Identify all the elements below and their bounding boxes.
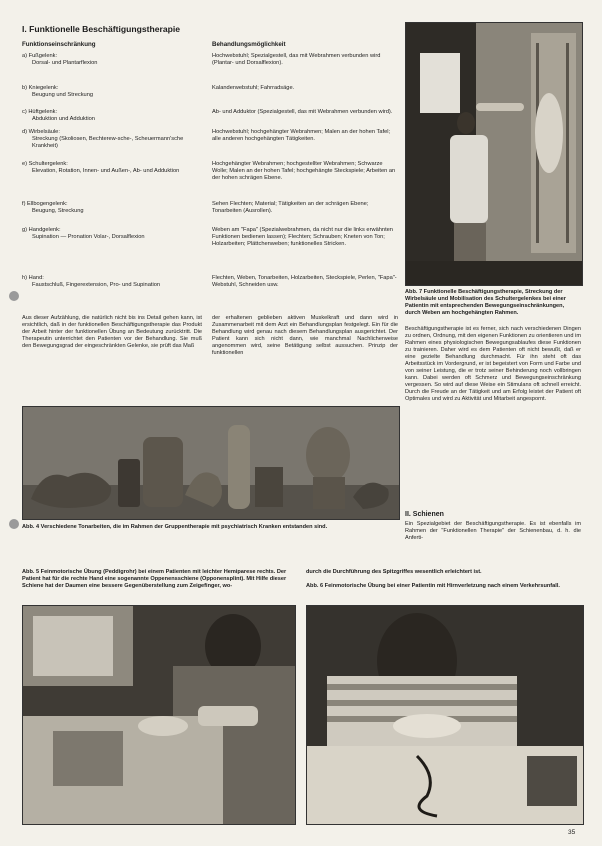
caption-fig-5-continued: durch die Durchführung des Spitzgriffes wesentlich erleichtert ist. — [306, 569, 482, 575]
row-label: g) Handgelenk: — [22, 227, 61, 233]
row-detail: Dorsal- und Plantarflexion — [32, 60, 98, 67]
row-treatment: Hochwebstuhl; Spezialgestell, das mit Webrahmen verbunden wird (Plantar- und Dorsalflexion). — [212, 53, 381, 67]
column-header-left: Funktionseinschränkung — [22, 41, 96, 48]
caption-fig-6: Abb. 6 Feinmotorische Übung bei einer Patientin mit Hirnverletzung nach einem Verkehrsunfall. — [306, 583, 560, 589]
row-detail: Streckung (Skoliosen, Bechterew-sche-, Scheuermann'sche Krankheit) — [32, 136, 184, 150]
table-row — [22, 161, 202, 175]
row-detail: Beugung und Streckung — [32, 92, 94, 99]
row-detail: Faustschluß, Fingerextension, Pro- und Supination — [32, 282, 161, 289]
row-detail: Beugung, Streckung — [32, 208, 84, 215]
row-label: h) Hand: — [22, 275, 44, 281]
table-row — [22, 129, 202, 150]
photo-clay-works-graphic — [23, 407, 399, 519]
column-header-right: Behandlungsmöglichkeit — [212, 41, 286, 48]
row-detail: Supination — Pronation Volar-, Dorsalflexion — [32, 234, 145, 241]
body-text-left: Aus dieser Aufzählung, die natürlich nicht bis ins Detail gehen kann, ist ersichtlich, daß in der funktionellen Beschäftigungstherapie das Produkt der Arbeit hinter der funktionellen Übung an Bedeutung zurücktritt. Die Therapeutin unterrichtet den Patienten vor der Behandlung. Sie muß den Bewegungsgrad der eingeschränkten Gelenke, sie prüft das Maß — [22, 315, 202, 349]
row-label: a) Fußgelenk: — [22, 53, 58, 59]
row-label: f) Ellbogengelenk: — [22, 201, 68, 207]
photo-weaving-patient — [405, 22, 583, 286]
section-2-title: II. Schienen — [405, 511, 444, 518]
photo-clay-works — [22, 406, 400, 520]
row-treatment: Hochwebstuhl; hochgehängter Webrahmen; Malen an der hohen Tafel; alle anderen hochgehängten Tätigkeiten. — [212, 129, 391, 143]
punch-hole-top — [9, 291, 19, 301]
photo-fine-motor-splint-graphic — [23, 606, 295, 824]
row-label: b) Kniegelenk: — [22, 85, 59, 91]
table-row — [22, 109, 202, 123]
row-detail: Abduktion und Adduktion — [32, 116, 95, 123]
row-treatment: Weben am "Fapa" (Spezialwebrahmen, da nicht nur die links erwähnten Funktionen bedienen lassen); Flechten; Schrauben; Kneten von Ton; Holzarbeiten; Plättchenweben; funktionelles Stricken. — [212, 227, 393, 248]
punch-hole-bottom — [9, 519, 19, 529]
row-treatment: Sehen Flechten; Material; Tätigkeiten an der schrägen Ebene; Tonarbeiten (Ausrollen). — [212, 201, 369, 215]
row-treatment: Kalanderwebstuhl; Fahrradsäge. — [212, 85, 295, 91]
section-2-text: Ein Spezialgebiet der Beschäftigungstherapie. Es ist ebenfalls im Rahmen der "Funktionellen Therapie" der Schienenbau, d. h. die Anferti- — [405, 521, 581, 541]
row-detail: Elevation, Rotation, Innen- und Außen-, Ab- und Adduktion — [32, 168, 180, 175]
table-row — [22, 275, 202, 289]
row-label: c) Hüftgelenk: — [22, 109, 58, 115]
table-row — [22, 53, 202, 67]
section-heading: I. Funktionelle Beschäftigungstherapie — [22, 24, 181, 34]
caption-fig-5: Abb. 5 Feinmotorische Übung (Peddigrohr) bei einem Patienten mit leichter Hemiparese rechts. Der Patient hat für die rechte Hand eine sogenannte Oppenensschiene (Opponensplint). Mit Hilfe dieser Schiene hat der Daumen eine bessere Gegenüberstellung zum Zeigefinger, wo- — [22, 569, 287, 589]
photo-fine-motor-brain-injury-graphic — [307, 606, 583, 824]
row-treatment: Hochgehängter Webrahmen; hochgestellter Webrahmen; Schwarze Wolle; Malen an der hohen Tafel; hochgehängte Steckspiele; Arbeiten an der hohen schrägen Ebene. — [212, 161, 396, 182]
caption-fig-7: Abb. 7 Funktionelle Beschäftigungstherapie, Streckung der Wirbelsäule und Mobilisation des Schultergelenkes bei einer Patientin mit entsprechenden Bewegungseinschränkungen, durch Weben am hochgehängten Rahmen. — [405, 289, 566, 316]
row-label: d) Wirbelsäule: — [22, 129, 60, 135]
table-row — [22, 227, 202, 241]
photo-fine-motor-brain-injury — [306, 605, 584, 825]
body-text-right: Beschäftigungstherapie ist es ferner, sich nach verschiedenen Dingen zu ordnen, Ordnung, mit den eigenen Funktionen zu orientieren und im Rahmen eines physiologischen Bewegungsablaufes diese Funktionen zu trainieren. Daher wird es dem Patienten oft nicht bewußt, daß er eine gezielte Behandlung durchmacht. Für ihn steht oft das Arbeitsstück im Vordergrund, er ist begeistert von Form und Farbe und von seiner Leistung, die er trotz seiner Behinderung noch vollbringen kann. Dabei werden oft Schmerz und Bewegungseinschränkung vergessen. So wird auf diese Weise ein Stimulans oft schnell erreicht. Durch die Freude an der Tätigkeit und am Erfolg leistet der Patient oft Optimales und wird zu Aktivität und Mitarbeit angespornt. — [405, 326, 581, 402]
row-treatment: Ab- und Adduktor (Spezialgestell, das mit Webrahmen verbunden wird). — [212, 109, 393, 115]
table-row — [22, 85, 202, 99]
therapy-table — [22, 53, 402, 303]
photo-weaving-patient-graphic — [406, 23, 582, 285]
page-number: 35 — [568, 829, 576, 836]
caption-fig-4: Abb. 4 Verschiedene Tonarbeiten, die im Rahmen der Gruppentherapie mit psychiatrisch Kranken entstanden sind. — [22, 524, 328, 530]
table-row — [22, 201, 202, 215]
row-treatment: Flechten, Weben, Tonarbeiten, Holzarbeiten, Steckspiele, Perlen, "Fapa"-Webstuhl, Schneiden usw. — [212, 275, 397, 289]
photo-fine-motor-splint — [22, 605, 296, 825]
row-label: e) Schultergelenk: — [22, 161, 68, 167]
body-text-middle: der erhaltenen geblieben aktiven Muskelkraft und dann wird in Zusammenarbeit mit dem Arzt ein Behandlungsplan festgelegt. Ein für die Behandlung wird genau nach diesem Behandlungsplan ausgerichtet. Der Patient kann sich nicht dann, wie manchmal Nachlicherweise angenommen wird, seine Betätigung selbst aussuchen. Prinzip der funktionellen — [212, 315, 398, 356]
